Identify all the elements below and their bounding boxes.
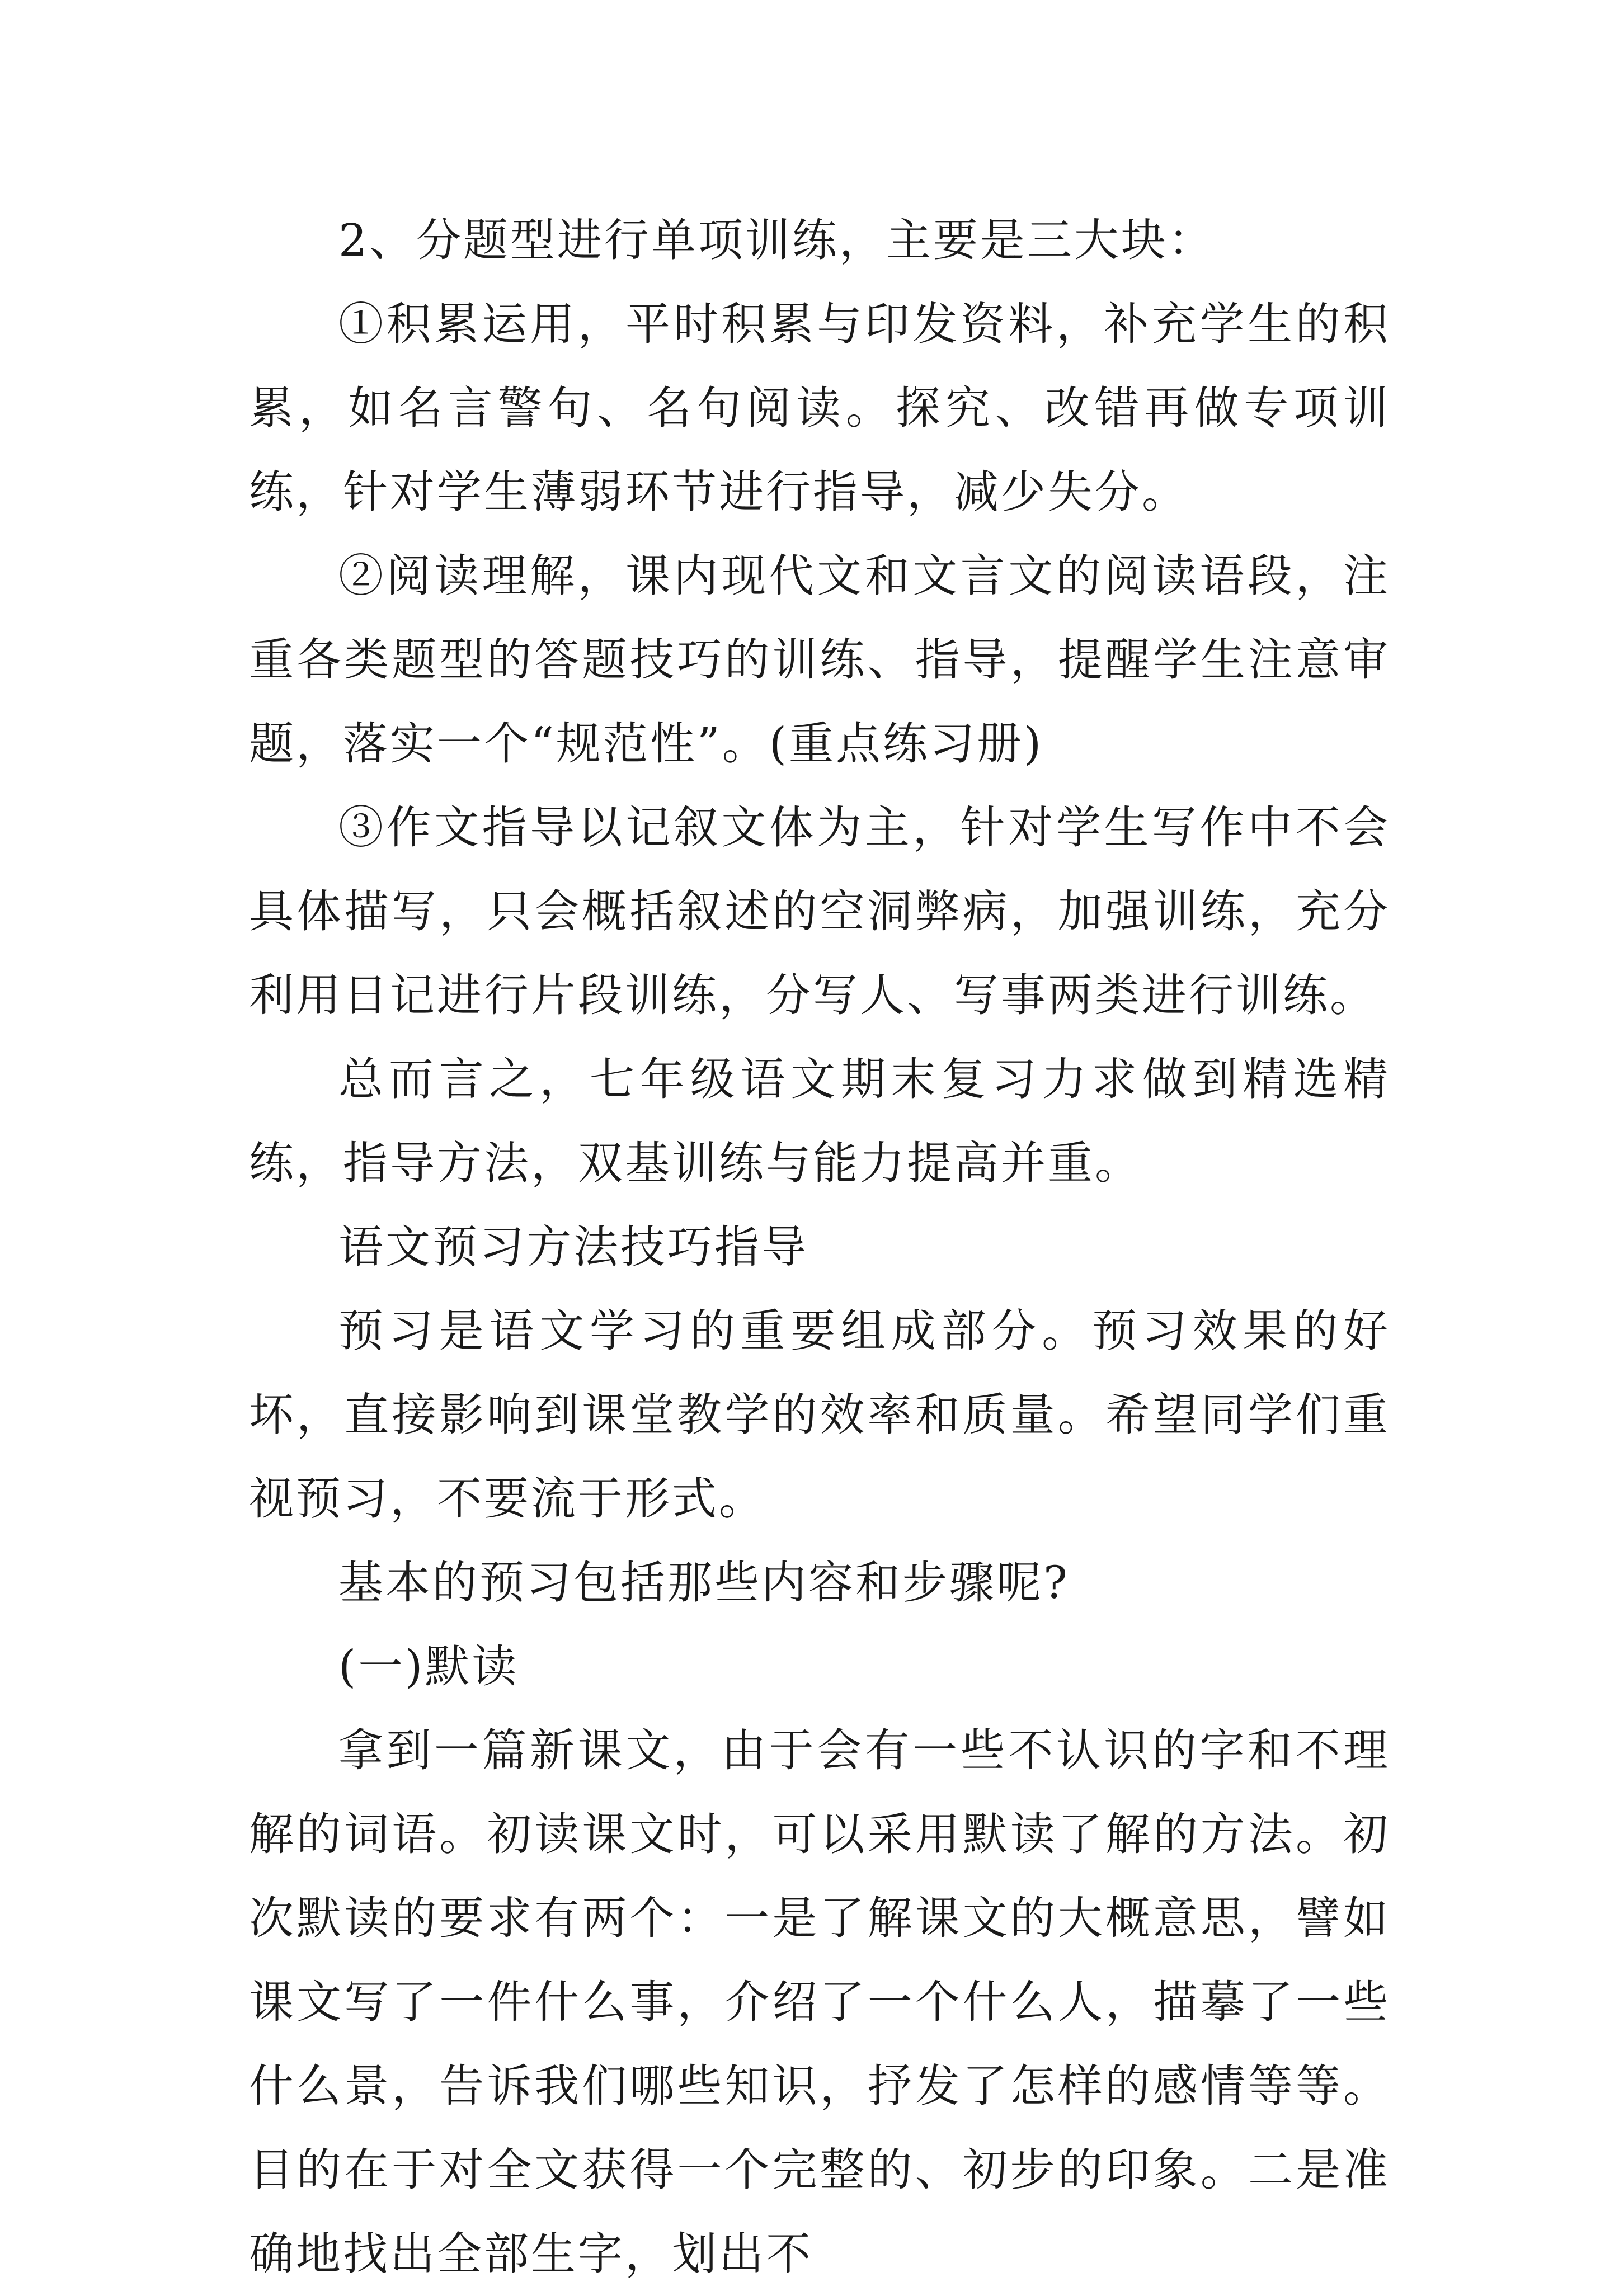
paragraph: 预习是语文学习的重要组成部分。预习效果的好坏，直接影响到课堂教学的效率和质量。希望同学们重视预习，不要流于形式。 [249, 1305, 1390, 1525]
section-heading: 语文预习方法技巧指导 [338, 1221, 808, 1273]
paragraph: 总而言之，七年级语文期末复习力求做到精选精练，指导方法，双基训练与能力提高并重。 [249, 1053, 1390, 1189]
paragraph: 拿到一篇新课文，由于会有一些不认识的字和不理解的词语。初读课文时，可以采用默读了解的方法。初次默读的要求有两个：一是了解课文的大概意思，譬如课文写了一件什么事，介绍了一个什么人，描摹了一些什么景，告诉我们哪些知识，抒发了怎样的感情等等。目的在于对全文获得一个完整的、初步的印象。二是准确地找出全部生字，划出不 [249, 1724, 1390, 2280]
paragraph: ②阅读理解，课内现代文和文言文的阅读语段，注重各类题型的答题技巧的训练、指导，提醒学生注意审题，落实一个“规范性”。(重点练习册) [249, 550, 1390, 770]
paragraph: ③作文指导以记叙文体为主，针对学生写作中不会具体描写，只会概括叙述的空洞弊病，加强训练，充分利用日记进行片段训练，分写人、写事两类进行训练。 [249, 802, 1390, 1021]
body-text [249, 199, 1390, 2296]
paragraph: 基本的预习包括那些内容和步骤呢? [338, 1557, 1070, 1609]
paragraph: 2、分题型进行单项训练，主要是三大块： [338, 214, 1215, 266]
subsection-heading: (一)默读 [338, 1640, 519, 1692]
paragraph: ①积累运用，平时积累与印发资料，补充学生的积累，如名言警句、名句阅读。探究、改错再做专项训练，针对学生薄弱环节进行指导，减少失分。 [249, 298, 1390, 518]
